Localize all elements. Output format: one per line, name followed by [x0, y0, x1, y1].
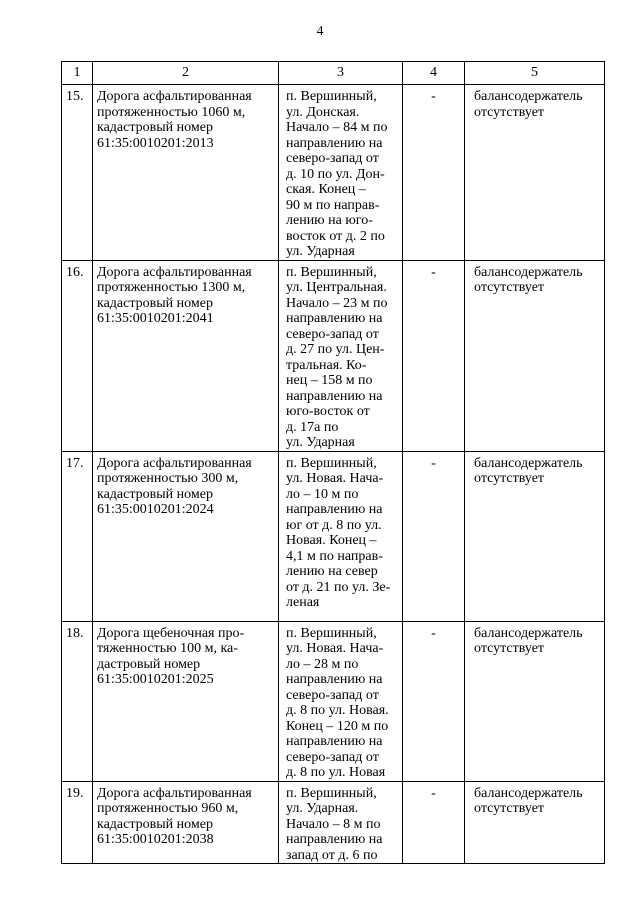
road-description-line: 61:35:0010201:2041	[97, 311, 214, 326]
road-location-line: ул. Новая. Нача-	[286, 471, 384, 486]
column-4-value: -	[403, 85, 465, 261]
page-number: 4	[316, 24, 324, 39]
balance-holder-line: балансодержатель	[474, 625, 583, 641]
road-description	[93, 85, 279, 261]
balance-holder	[465, 260, 605, 451]
balance-holder-line: отсутствует	[474, 801, 545, 816]
row-number: 15.	[62, 85, 93, 261]
road-location-line: нец – 158 м по	[286, 373, 373, 388]
road-location-line: леная	[286, 595, 320, 610]
road-location-line: направлению на	[286, 311, 383, 326]
road-location-line: д. 8 по ул. Новая	[286, 765, 386, 780]
table-row	[62, 451, 605, 621]
road-location-line: направлению на	[286, 672, 383, 687]
road-location-line: п. Вершинный,	[286, 264, 377, 280]
balance-holder-line: отсутствует	[474, 641, 545, 656]
road-description	[93, 781, 279, 864]
row-number: 16.	[62, 260, 93, 451]
road-description-line: кадастровый номер	[97, 486, 213, 502]
road-location-line: д. 27 по ул. Цен-	[286, 342, 385, 357]
road-location-line: д. 10 по ул. Дон-	[286, 166, 385, 182]
road-location-line: Новая. Конец –	[286, 533, 377, 548]
row-number: 17.	[62, 451, 93, 621]
table-row	[62, 781, 605, 864]
balance-holder	[465, 621, 605, 781]
road-description-line: протяженностью 1060 м,	[97, 104, 246, 120]
road-location-line: п. Вершинный,	[286, 625, 377, 641]
road-location-line: ская. Конец –	[286, 182, 366, 197]
road-location-line: юго-восток от	[286, 404, 370, 419]
road-description-line: кадастровый номер	[97, 295, 213, 311]
road-location-line: ул. Ударная	[286, 244, 355, 259]
balance-holder-line: отсутствует	[474, 471, 545, 486]
road-description-line: дастровый номер	[97, 656, 201, 672]
road-location-line: 90 м по направ-	[286, 197, 380, 213]
road-location-line: северо-запад от	[286, 151, 379, 166]
road-description-line: протяженностью 960 м,	[97, 801, 239, 816]
road-description-line: 61:35:0010201:2038	[97, 832, 214, 847]
road-location-line: 4,1 м по направ-	[286, 548, 383, 564]
road-location-line: Начало – 8 м по	[286, 816, 381, 832]
road-description-line: кадастровый номер	[97, 120, 213, 135]
road-description	[93, 260, 279, 451]
road-description-line: Дорога щебеночная про-	[97, 625, 245, 641]
road-location-line: юг от д. 8 по ул.	[286, 517, 382, 533]
header-cell-4: 4	[403, 62, 465, 85]
road-location-line: Начало – 84 м по	[286, 120, 388, 135]
road-description-line: 61:35:0010201:2025	[97, 672, 214, 687]
road-location-line: ул. Донская.	[286, 104, 360, 120]
roads-registry-table	[61, 61, 605, 864]
road-description-line: 61:35:0010201:2024	[97, 502, 214, 517]
road-location-line: направлению на	[286, 832, 383, 847]
road-description-line: протяженностью 1300 м,	[97, 280, 246, 295]
road-description	[93, 451, 279, 621]
header-cell-5: 5	[465, 62, 605, 85]
road-description-line: тяженностью 100 м, ка-	[97, 641, 238, 656]
column-4-value: -	[403, 621, 465, 781]
road-location-line: ло – 28 м по	[286, 656, 359, 672]
road-description-line: кадастровый номер	[97, 816, 213, 832]
balance-holder-line: отсутствует	[474, 104, 545, 120]
road-location	[279, 621, 403, 781]
road-location-line: направлению на	[286, 502, 383, 517]
road-location-line: п. Вершинный,	[286, 785, 377, 801]
road-location	[279, 260, 403, 451]
road-location-line: северо-запад от	[286, 326, 379, 342]
column-4-value: -	[403, 781, 465, 864]
balance-holder-line: балансодержатель	[474, 785, 583, 801]
road-location-line: ул. Ударная	[286, 435, 355, 450]
road-location-line: направлению на	[286, 388, 383, 404]
road-description-line: Дорога асфальтированная	[97, 264, 252, 280]
road-location-line: направлению на	[286, 135, 383, 151]
road-location	[279, 85, 403, 261]
road-location-line: ул. Ударная.	[286, 801, 359, 816]
road-description	[93, 621, 279, 781]
road-description-line: Дорога асфальтированная	[97, 89, 252, 104]
table-row	[62, 85, 605, 261]
road-location-line: запад от д. 6 по	[286, 847, 378, 863]
balance-holder-line: балансодержатель	[474, 89, 583, 104]
road-location-line: ул. Новая. Нача-	[286, 641, 384, 656]
table-row	[62, 260, 605, 451]
balance-holder	[465, 451, 605, 621]
road-location-line: направлению на	[286, 734, 383, 749]
road-location-line: лению на юго-	[286, 213, 373, 228]
road-location-line: ул. Центральная.	[286, 280, 387, 295]
road-location-line: Конец – 120 м по	[286, 718, 389, 734]
row-number: 19.	[62, 781, 93, 864]
header-cell-3: 3	[279, 62, 403, 85]
road-location-line: северо-запад от	[286, 687, 379, 703]
road-location-line: Начало – 23 м по	[286, 295, 388, 311]
road-location-line: п. Вершинный,	[286, 455, 377, 471]
balance-holder-line: отсутствует	[474, 280, 545, 295]
column-4-value: -	[403, 260, 465, 451]
road-location-line: п. Вершинный,	[286, 89, 377, 104]
balance-holder-line: балансодержатель	[474, 455, 583, 471]
column-4-value: -	[403, 451, 465, 621]
road-location-line: ло – 10 м по	[286, 486, 359, 502]
road-location-line: д. 8 по ул. Новая.	[286, 703, 389, 718]
row-number: 18.	[62, 621, 93, 781]
road-description-line: Дорога асфальтированная	[97, 785, 252, 801]
header-cell-1: 1	[62, 62, 93, 85]
road-location	[279, 781, 403, 864]
header-row	[62, 62, 605, 85]
road-description-line: Дорога асфальтированная	[97, 455, 252, 471]
balance-holder	[465, 781, 605, 864]
registry-body	[62, 85, 605, 864]
balance-holder-line: балансодержатель	[474, 264, 583, 280]
header-cell-2: 2	[93, 62, 279, 85]
road-location	[279, 451, 403, 621]
road-description-line: протяженностью 300 м,	[97, 471, 239, 486]
road-location-line: д. 17а по	[286, 419, 339, 435]
table-row	[62, 621, 605, 781]
road-location-line: лению на север	[286, 564, 378, 579]
road-location-line: восток от д. 2 по	[286, 228, 385, 244]
balance-holder	[465, 85, 605, 261]
road-location-line: от д. 21 по ул. Зе-	[286, 579, 391, 595]
road-location-line: северо-запад от	[286, 749, 379, 765]
road-location-line: тральная. Ко-	[286, 357, 367, 373]
road-description-line: 61:35:0010201:2013	[97, 135, 214, 151]
